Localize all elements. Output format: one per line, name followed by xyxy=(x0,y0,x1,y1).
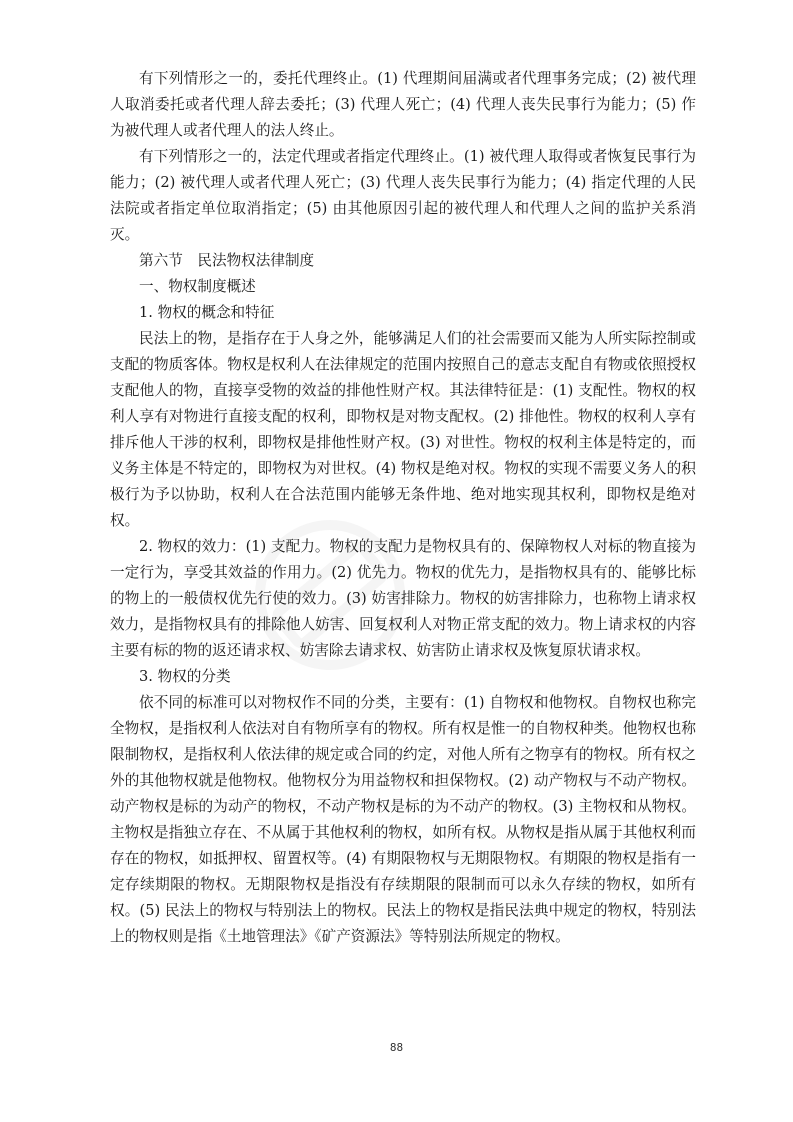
paragraph-statutory-agency-termination: 有下列情形之一的，法定代理或者指定代理终止。(1) 被代理人取得或者恢复民事行为能力；(2) 被代理人或者代理人死亡；(3) 代理人丧失民事行为能力；(4) 指定代理的人民法院或者指定单位取消指定；(5) 由其他原因引起的被代理人和代理人之间的监护关系消灭。 xyxy=(110,148,696,243)
paragraph-classification: 依不同的标准可以对物权作不同的分类，主要有：(1) 自物权和他物权。自物权也称完全物权，是指权利人依法对自有物所享有的物权。所有权是惟一的自物权种类。他物权也称限制物权，是指权利人依法律的规定或合同的约定，对他人所有之物享有的物权。所有权之外的其他物权就是他物权。他物权分为用益物权和担保物权。(2) 动产物权与不动产物权。动产物权是标的为动产的物权，不动产物权是标的为不动产的物权。(3) 主物权和从物权。主物权是指独立存在、不从属于其他权利的物权，如所有权。从物权是指从属于其他权利而存在的物权，如抵押权、留置权等。(4) 有期限物权与无期限物权。有期限的物权是指有一定存续期限的物权。无期限物权是指没有存续期限的限制而可以永久存续的物权，如所有权。(5) 民法上的物权与特别法上的物权。民法上的物权是指民法典中规定的物权，特别法上的物权则是指《土地管理法》《矿产资源法》等特别法所规定的物权。 xyxy=(110,694,696,945)
subsection-heading: 一、物权制度概述 xyxy=(139,278,256,295)
item-heading-classification: 3. 物权的分类 xyxy=(139,668,231,685)
item-heading-concept: 1. 物权的概念和特征 xyxy=(139,304,275,321)
paragraph-property-effect: 2. 物权的效力：(1) 支配力。物权的支配力是物权具有的、保障物权人对标的物直接为一定行为，享受其效益的作用力。(2) 优先力。物权的优先力，是指物权具有的、能够比标的物上的一般债权优先行使的效力。(3) 妨害排除力。物权的妨害排除力，也称物上请求权效力，是指物权具有的排除他人妨害、回复权利人对物正常支配的效力。物上请求权的内容主要有标的物的返还请求权、妨害除去请求权、妨害防止请求权及恢复原状请求权。 xyxy=(110,538,696,659)
section-heading: 第六节 民法物权法律制度 xyxy=(139,252,315,269)
document-body xyxy=(110,66,696,950)
paragraph-concept-features: 民法上的物，是指存在于人身之外，能够满足人们的社会需要而又能为人所实际控制或支配的物质客体。物权是权利人在法律规定的范围内按照自己的意志支配自有物或依照授权支配他人的物，直接享受物的效益的排他性财产权。其法律特征是：(1) 支配性。物权的权利人享有对物进行直接支配的权利，即物权是对物支配权。(2) 排他性。物权的权利人享有排斥他人干涉的权利，即物权是排他性财产权。(3) 对世性。物权的权利主体是特定的，而义务主体是不特定的，即物权为对世权。(4) 物权是绝对权。物权的实现不需要义务人的积极行为予以协助，权利人在合法范围内能够无条件地、绝对地实现其权利，即物权是绝对权。 xyxy=(110,330,696,529)
paragraph-entrusted-agency-termination: 有下列情形之一的，委托代理终止。(1) 代理期间届满或者代理事务完成；(2) 被代理人取消委托或者代理人辞去委托；(3) 代理人死亡；(4) 代理人丧失民事行为能力；(5) 作为被代理人或者代理人的法人终止。 xyxy=(110,70,696,139)
page-number: 88 xyxy=(389,1041,404,1054)
